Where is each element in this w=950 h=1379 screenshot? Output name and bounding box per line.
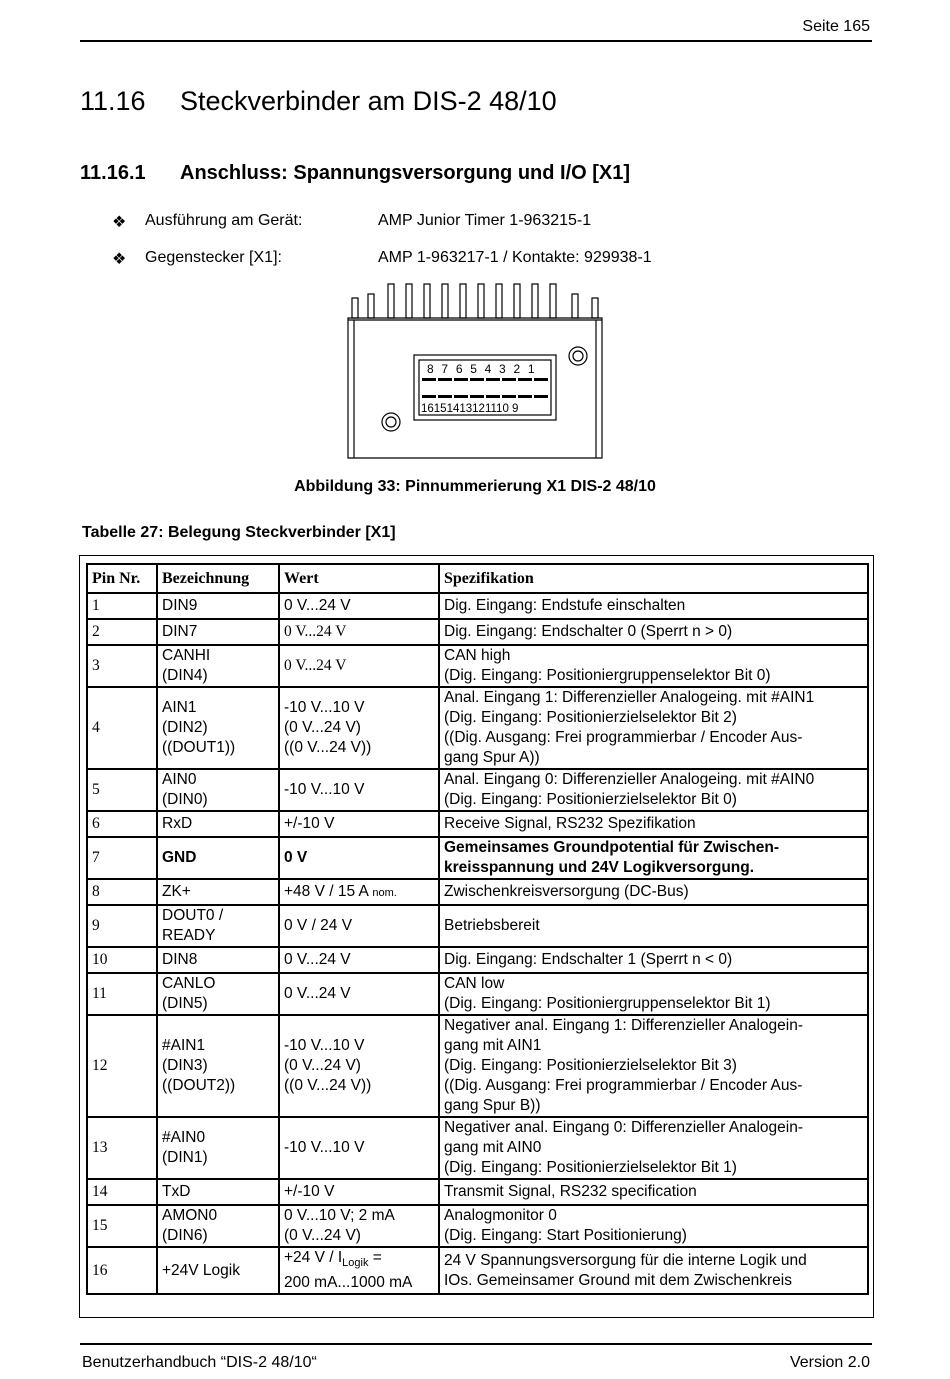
signal-name-cell <box>157 879 279 905</box>
table-row <box>87 973 868 1015</box>
value-cell <box>279 1205 439 1247</box>
specification-cell <box>439 769 868 811</box>
signal-name-cell <box>157 593 279 619</box>
value-cell <box>279 811 439 837</box>
bullet-label: Gegenstecker [X1]: <box>145 249 282 266</box>
signal-name-cell <box>157 837 279 879</box>
value-text: (0 V...24 V) <box>284 719 361 736</box>
table-caption: Tabelle 27: Belegung Steckverbinder [X1] <box>82 524 396 541</box>
signal-name-cell <box>157 1117 279 1179</box>
value-line <box>284 984 434 1004</box>
signal-name-line: TxD <box>162 1183 191 1200</box>
value-line <box>284 1226 434 1246</box>
signal-name-line: (DIN1) <box>162 1149 208 1166</box>
value-cell <box>279 769 439 811</box>
pin-number-cell: 6 <box>87 811 157 837</box>
signal-name-cell <box>157 811 279 837</box>
value-line: 200 mA...1000 mA <box>284 1274 413 1292</box>
table-row <box>87 1247 868 1294</box>
value-line <box>284 1036 434 1056</box>
signal-name-line: READY <box>162 927 216 944</box>
specification-line: 24 V Spannungsversorgung für die interne Logik und <box>444 1251 807 1269</box>
specification-cell <box>439 1117 868 1179</box>
table-row <box>87 593 868 619</box>
diamond-bullet-icon: ❖ <box>112 214 127 231</box>
specification-line: (Dig. Eingang: Positionierzielselektor Bit 1) <box>444 1159 737 1176</box>
signal-name-line: (DIN6) <box>162 1227 208 1244</box>
signal-name-line: ((DOUT2)) <box>162 1077 236 1094</box>
signal-name-cell <box>157 1179 279 1205</box>
value-text: -10 V...10 V <box>284 781 365 798</box>
signal-name-line: CANLO <box>162 975 216 992</box>
signal-name-cell <box>157 1015 279 1117</box>
specification-cell <box>439 837 868 879</box>
subsection-heading <box>80 162 630 185</box>
pin-assignment-table <box>86 563 869 1295</box>
value-text: -10 V...10 V <box>284 1139 365 1156</box>
signal-name-cell <box>157 973 279 1015</box>
signal-name-line: ZK+ <box>162 883 191 900</box>
specification-line: Gemeinsames Groundpotential für Zwischen- <box>444 839 780 856</box>
specification-line: CAN low <box>444 975 505 992</box>
subsection-title: Anschluss: Spannungsversorgung und I/O [X1] <box>180 162 631 184</box>
table-row <box>87 645 868 687</box>
bottom-pin-numbers: 16151413121110 9 <box>421 403 519 415</box>
header-rule <box>80 40 872 42</box>
specification-cell <box>439 879 868 905</box>
bullet-value: AMP Junior Timer 1-963215-1 <box>378 212 592 229</box>
table-row <box>87 905 868 947</box>
value-line <box>284 718 434 738</box>
pin-number-cell: 13 <box>87 1117 157 1179</box>
value-cell <box>279 593 439 619</box>
value-line <box>284 882 434 903</box>
table-row <box>87 1179 868 1205</box>
value-text: +48 V / 15 A <box>284 882 369 900</box>
value-line <box>284 916 434 936</box>
specification-line: (Dig. Eingang: Positionierzielselektor Bit 3) <box>444 1057 737 1074</box>
value-cell <box>279 619 439 645</box>
table-row <box>87 1117 868 1179</box>
signal-name-line: CANHI <box>162 647 211 664</box>
column-header-value: Wert <box>279 564 439 593</box>
pin-number-cell: 9 <box>87 905 157 947</box>
specification-line: (Dig. Eingang: Positioniergruppenselektor Bit 0) <box>444 667 771 684</box>
value-text: 0 V <box>284 849 308 866</box>
table-row <box>87 1015 868 1117</box>
signal-name-line: RxD <box>162 815 193 832</box>
pin-number-cell: 15 <box>87 1205 157 1247</box>
pin-number-cell: 7 <box>87 837 157 879</box>
specification-cell <box>439 593 868 619</box>
signal-name-cell <box>157 645 279 687</box>
signal-name-line: DOUT0 / <box>162 907 224 924</box>
value-cell <box>279 905 439 947</box>
signal-name-line: (DIN3) <box>162 1057 208 1074</box>
table-row <box>87 687 868 769</box>
specification-line: (Dig. Eingang: Start Positionierung) <box>444 1227 687 1244</box>
section-title: Steckverbinder am DIS-2 48/10 <box>180 86 557 116</box>
specification-line: Analogmonitor 0 <box>444 1207 557 1224</box>
table-row <box>87 1205 868 1247</box>
specification-line: Dig. Eingang: Endschalter 1 (Sperrt n < 0) <box>444 951 733 968</box>
specification-line: (Dig. Eingang: Positioniergruppenselektor Bit 1) <box>444 995 771 1012</box>
table-body <box>87 593 868 1294</box>
signal-name-line: DIN8 <box>162 951 198 968</box>
specification-line: Zwischenkreisversorgung (DC-Bus) <box>444 883 689 900</box>
specification-line: Dig. Eingang: Endstufe einschalten <box>444 597 686 614</box>
signal-name-line: AIN0 <box>162 771 197 788</box>
value-line <box>284 596 434 616</box>
connector-info-list <box>112 212 652 286</box>
specification-cell <box>439 905 868 947</box>
specification-line: gang mit AIN0 <box>444 1139 542 1156</box>
page-header-number: Seite 165 <box>802 18 870 35</box>
signal-name-line: DIN9 <box>162 597 198 614</box>
column-header-name: Bezeichnung <box>157 564 279 593</box>
specification-line: (Dig. Eingang: Positionierzielselektor Bit 0) <box>444 791 737 808</box>
specification-line: IOs. Gemeinsamer Ground mit dem Zwischenkreis <box>444 1271 792 1289</box>
specification-line: ((Dig. Ausgang: Frei programmierbar / Encoder Aus- <box>444 729 803 746</box>
value-line <box>284 656 434 676</box>
value-line <box>284 1182 434 1202</box>
pin-number-cell: 11 <box>87 973 157 1015</box>
value-line <box>284 814 434 834</box>
value-line <box>284 698 434 718</box>
specification-cell <box>439 645 868 687</box>
value-text: 0 V...24 V <box>284 951 351 968</box>
value-cell <box>279 947 439 973</box>
bullet-label: Ausführung am Gerät: <box>145 212 303 229</box>
value-line <box>284 738 434 758</box>
signal-name-line: #AIN0 <box>162 1129 206 1146</box>
specification-cell <box>439 811 868 837</box>
specification-line: Receive Signal, RS232 Spezifikation <box>444 815 696 832</box>
value-text: ((0 V...24 V)) <box>284 739 372 756</box>
pin-number-cell: 14 <box>87 1179 157 1205</box>
specification-cell <box>439 687 868 769</box>
specification-cell <box>439 1205 868 1247</box>
value-text: 0 V...24 V <box>284 657 347 674</box>
specification-line: Negativer anal. Eingang 0: Differenzieller Analogein- <box>444 1119 804 1136</box>
specification-line: gang Spur B)) <box>444 1097 541 1114</box>
signal-name-line: AMON0 <box>162 1207 218 1224</box>
signal-name-cell <box>157 1205 279 1247</box>
footer-manual-title: Benutzerhandbuch “DIS-2 48/10“ <box>82 1354 317 1371</box>
value-text: 0 V...24 V <box>284 623 347 640</box>
value-line <box>284 1138 434 1158</box>
connector-pinout-figure <box>340 280 610 467</box>
specification-line: (Dig. Eingang: Positionierzielselektor Bit 2) <box>444 709 737 726</box>
value-cell <box>279 1179 439 1205</box>
value-cell <box>279 1015 439 1117</box>
table-row <box>87 879 868 905</box>
specification-cell <box>439 1015 868 1117</box>
table-row <box>87 769 868 811</box>
specification-cell <box>439 1247 868 1294</box>
signal-name-line: (DIN5) <box>162 995 208 1012</box>
value-suffix: = <box>368 1249 382 1266</box>
value-line <box>284 1248 434 1273</box>
signal-name-line: GND <box>162 849 197 866</box>
footer-rule <box>80 1343 872 1345</box>
pin-number-cell: 3 <box>87 645 157 687</box>
specification-line: gang Spur A)) <box>444 749 540 766</box>
specification-line: kreisspannung und 24V Logikversorgung. <box>444 859 755 876</box>
specification-line: Dig. Eingang: Endschalter 0 (Sperrt n > 0) <box>444 623 733 640</box>
specification-line: Betriebsbereit <box>444 917 540 934</box>
footer-version: Version 2.0 <box>789 1354 870 1371</box>
value-text: -10 V...10 V <box>284 1037 365 1054</box>
pin-number-cell: 2 <box>87 619 157 645</box>
figure-caption: Abbildung 33: Pinnummerierung X1 DIS-2 48/10 <box>294 478 656 495</box>
signal-name-line: (DIN0) <box>162 791 208 808</box>
table-header-row <box>87 564 868 593</box>
value-text: (0 V...24 V) <box>284 1057 361 1074</box>
diamond-bullet-icon: ❖ <box>112 251 127 268</box>
signal-name-line: #AIN1 <box>162 1037 206 1054</box>
value-line <box>284 1076 434 1096</box>
value-text: 0 V / 24 V <box>284 917 353 934</box>
value-cell <box>279 973 439 1015</box>
pin-number-cell: 1 <box>87 593 157 619</box>
value-text: ((0 V...24 V)) <box>284 1077 372 1094</box>
specification-line: Anal. Eingang 0: Differenzieller Analogeing. mit #AIN0 <box>444 771 815 788</box>
connector-drawing <box>340 280 610 462</box>
section-heading <box>80 86 557 117</box>
signal-name-cell <box>157 769 279 811</box>
table-row <box>87 947 868 973</box>
table-row <box>87 811 868 837</box>
specification-line: ((Dig. Ausgang: Frei programmierbar / Encoder Aus- <box>444 1077 803 1094</box>
value-line <box>284 1206 434 1226</box>
signal-name-cell <box>157 947 279 973</box>
value-line <box>284 1056 434 1076</box>
value-line <box>284 780 434 800</box>
specification-line: CAN high <box>444 647 511 664</box>
value-line <box>284 848 434 868</box>
value-text: 0 V...24 V <box>284 597 351 614</box>
value-cell <box>279 687 439 769</box>
section-number: 11.16 <box>80 86 146 116</box>
specification-cell <box>439 947 868 973</box>
specification-cell <box>439 1179 868 1205</box>
signal-name-cell <box>157 619 279 645</box>
signal-name-cell <box>157 905 279 947</box>
table-row <box>87 837 868 879</box>
value-cell <box>279 879 439 905</box>
pin-number-cell: 5 <box>87 769 157 811</box>
subsection-number: 11.16.1 <box>80 162 146 184</box>
value-subscript: Logik <box>342 1257 369 1270</box>
value-text: +/-10 V <box>284 1183 335 1200</box>
table-row <box>87 619 868 645</box>
specification-line: Anal. Eingang 1: Differenzieller Analogeing. mit #AIN1 <box>444 689 815 706</box>
signal-name-line: DIN7 <box>162 623 198 640</box>
value-cell <box>279 837 439 879</box>
value-text: 0 V...10 V; 2 mA <box>284 1207 395 1224</box>
signal-name-line: +24V Logik <box>162 1261 240 1279</box>
value-subscript: nom. <box>372 886 397 899</box>
value-line <box>284 622 434 642</box>
signal-name-cell <box>157 687 279 769</box>
specification-cell <box>439 973 868 1015</box>
pin-assignment-table-frame <box>79 555 874 1318</box>
column-header-spec: Spezifikation <box>439 564 868 593</box>
value-cell <box>279 1117 439 1179</box>
pin-number-cell: 16 <box>87 1247 157 1294</box>
bullet-item <box>112 212 652 249</box>
signal-name-cell <box>157 1247 279 1294</box>
bullet-value: AMP 1-963217-1 / Kontakte: 929938-1 <box>378 249 652 266</box>
value-cell <box>279 1247 439 1294</box>
signal-name-line: AIN1 <box>162 699 197 716</box>
pin-number-cell: 10 <box>87 947 157 973</box>
pin-number-cell: 12 <box>87 1015 157 1117</box>
value-text: +/-10 V <box>284 815 335 832</box>
pin-number-cell: 4 <box>87 687 157 769</box>
specification-line: Negativer anal. Eingang 1: Differenzieller Analogein- <box>444 1017 804 1034</box>
column-header-pin: Pin Nr. <box>87 564 157 593</box>
signal-name-line: (DIN2) <box>162 719 208 736</box>
top-pin-numbers: 8 7 6 5 4 3 2 1 <box>427 362 537 376</box>
specification-cell <box>439 619 868 645</box>
value-prefix: +24 V / I <box>284 1249 343 1266</box>
signal-name-line: (DIN4) <box>162 667 208 684</box>
signal-name-line: ((DOUT1)) <box>162 739 236 756</box>
value-text: 0 V...24 V <box>284 985 351 1002</box>
pin-number-cell: 8 <box>87 879 157 905</box>
specification-line: gang mit AIN1 <box>444 1037 542 1054</box>
value-cell <box>279 645 439 687</box>
value-line <box>284 950 434 970</box>
specification-line: Transmit Signal, RS232 specification <box>444 1183 697 1200</box>
value-text: (0 V...24 V) <box>284 1227 361 1244</box>
value-text: -10 V...10 V <box>284 699 365 716</box>
